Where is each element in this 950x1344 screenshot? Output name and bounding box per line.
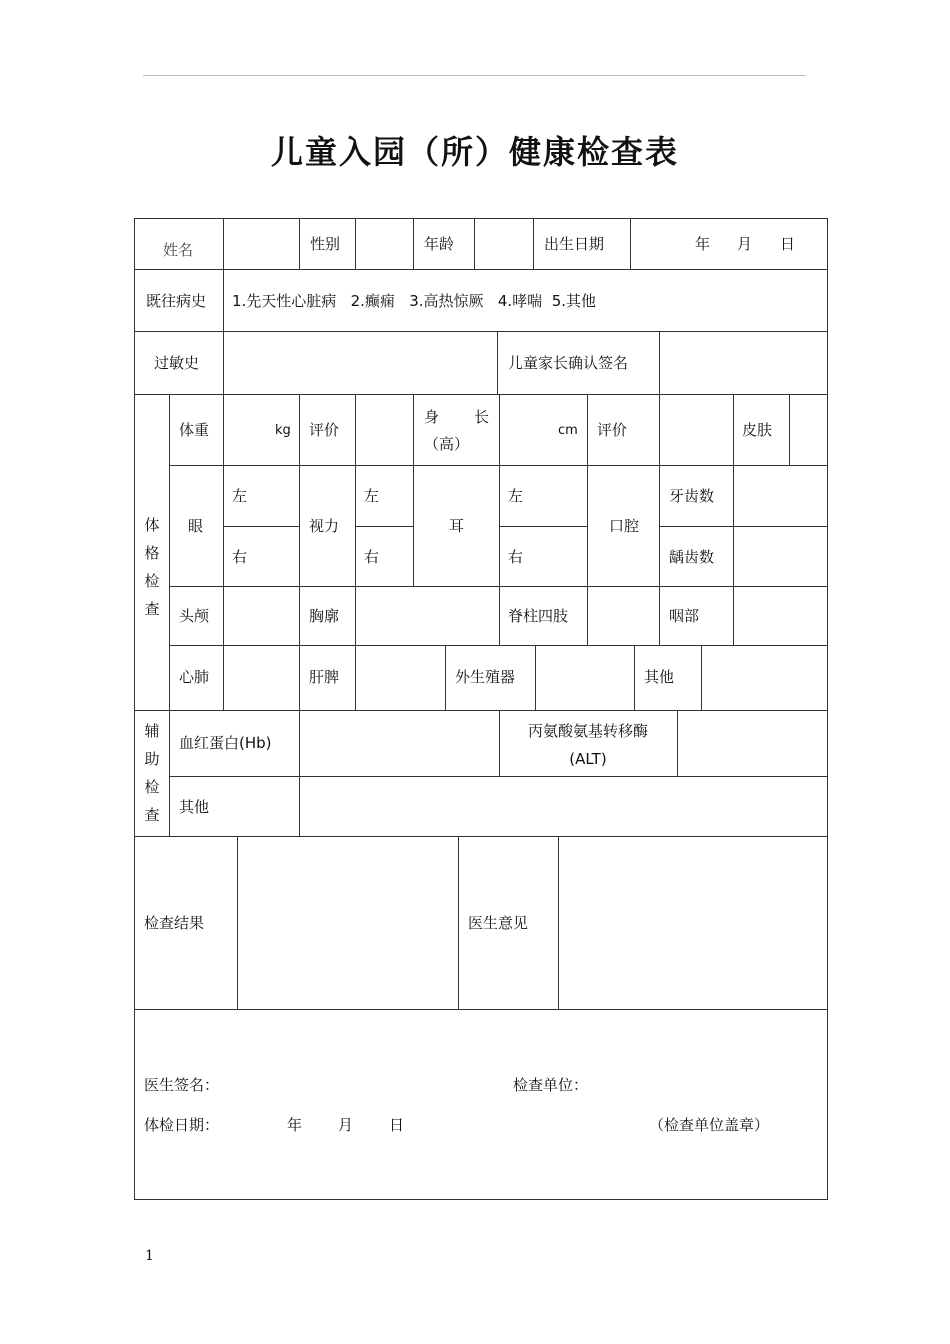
grid-line (134, 331, 828, 332)
gender-label: 性别 (310, 235, 341, 253)
height-label-b: 长 (474, 408, 490, 426)
teeth-count-label: 牙齿数 (669, 487, 715, 505)
grid-line (499, 526, 587, 527)
vision-right-label: 右 (364, 548, 380, 566)
stamp-label: （检查单位盖章） (649, 1116, 770, 1134)
eye-left-label: 左 (232, 487, 248, 505)
mouth-label: 口腔 (609, 517, 640, 535)
pharynx-label: 咽部 (669, 607, 700, 625)
height-eval-label: 评价 (597, 421, 628, 439)
exam-unit-label: 检查单位： (513, 1076, 589, 1094)
grid-line (733, 394, 734, 465)
grid-line (237, 836, 238, 1009)
grid-line (499, 394, 500, 646)
grid-line (413, 394, 414, 586)
grid-line (535, 645, 536, 710)
exam-day-label: 日 (389, 1116, 405, 1134)
grid-line (134, 269, 828, 270)
grid-line (134, 710, 828, 711)
grid-line (223, 394, 224, 710)
grid-line (134, 394, 828, 395)
grid-line (634, 645, 635, 710)
doctor-opinion-label: 医生意见 (468, 914, 529, 932)
genital-label: 外生殖器 (455, 668, 516, 686)
grid-line (733, 465, 734, 646)
parent-sign-label: 儿童家长确认签名 (508, 354, 629, 372)
ear-label: 耳 (449, 517, 465, 535)
physical-section-label: 体 格 检 查 (144, 516, 160, 618)
exam-month-label: 月 (338, 1116, 354, 1134)
grid-line (299, 218, 300, 269)
grid-line (789, 394, 790, 465)
chest-label: 胸廓 (309, 607, 340, 625)
height-unit: cm (558, 423, 578, 438)
grid-line (445, 645, 446, 710)
grid-line (630, 218, 631, 269)
hemoglobin-label: 血红蛋白(Hb) (179, 734, 272, 752)
skull-label: 头颅 (179, 607, 210, 625)
weight-eval-label: 评价 (309, 421, 340, 439)
grid-line (355, 394, 356, 710)
height-label-a: 身 (424, 408, 440, 426)
ear-left-label: 左 (508, 487, 524, 505)
allergy-label: 过敏史 (154, 354, 200, 372)
alt-label-b: (ALT) (569, 750, 607, 768)
grid-line (533, 218, 534, 269)
vision-left-label: 左 (364, 487, 380, 505)
exam-date-label: 体检日期： (144, 1116, 220, 1134)
liver-spleen-label: 肝脾 (309, 668, 340, 686)
birth-year-label: 年 (695, 235, 711, 253)
birthdate-label: 出生日期 (544, 235, 605, 253)
grid-line (223, 218, 224, 394)
grid-line (558, 836, 559, 1009)
birth-day-label: 日 (780, 235, 796, 253)
grid-line (677, 710, 678, 776)
exam-year-label: 年 (287, 1116, 303, 1134)
birth-month-label: 月 (737, 235, 753, 253)
grid-line (413, 218, 414, 269)
grid-line (223, 526, 299, 527)
eye-right-label: 右 (232, 548, 248, 566)
weight-label: 体重 (179, 421, 210, 439)
grid-line (169, 776, 828, 777)
age-label: 年龄 (424, 235, 455, 253)
grid-line (355, 218, 356, 269)
skin-label: 皮肤 (742, 421, 773, 439)
grid-line (458, 836, 459, 1009)
grid-line (659, 394, 660, 646)
grid-line (659, 526, 828, 527)
ear-right-label: 右 (508, 548, 524, 566)
vision-label: 视力 (309, 517, 340, 535)
name-label: 姓名 (163, 241, 194, 259)
aux-other-label: 其他 (179, 798, 210, 816)
header-rule (143, 75, 806, 76)
grid-line (134, 836, 828, 837)
grid-line (169, 394, 170, 836)
physical-other-label: 其他 (644, 668, 675, 686)
alt-label-a: 丙氨酸氨基转移酶 (527, 722, 648, 740)
result-label: 检查结果 (144, 914, 205, 932)
heart-lung-label: 心肺 (179, 668, 210, 686)
page-number: 1 (145, 1248, 154, 1264)
grid-line (474, 218, 475, 269)
history-label: 既往病史 (146, 292, 207, 310)
health-form-table (134, 218, 828, 1200)
grid-line (497, 331, 498, 394)
height-label-c: （高） (424, 435, 470, 453)
aux-section-label: 辅 助 检 查 (144, 722, 160, 824)
grid-line (134, 1009, 828, 1010)
weight-unit: kg (275, 423, 291, 438)
grid-line (701, 645, 702, 710)
eye-label: 眼 (188, 517, 204, 535)
page-title: 儿童入园（所）健康检查表 (270, 133, 679, 171)
grid-line (659, 331, 660, 394)
history-options: 1.先天性心脏病 2.癫痫 3.高热惊厥 4.哮喘 5.其他 (232, 292, 597, 310)
spine-limbs-label: 脊柱四肢 (508, 607, 569, 625)
doctor-sign-label: 医生签名： (144, 1076, 220, 1094)
grid-line (299, 394, 300, 836)
grid-line (355, 526, 413, 527)
caries-count-label: 龋齿数 (669, 548, 715, 566)
grid-line (587, 394, 588, 646)
